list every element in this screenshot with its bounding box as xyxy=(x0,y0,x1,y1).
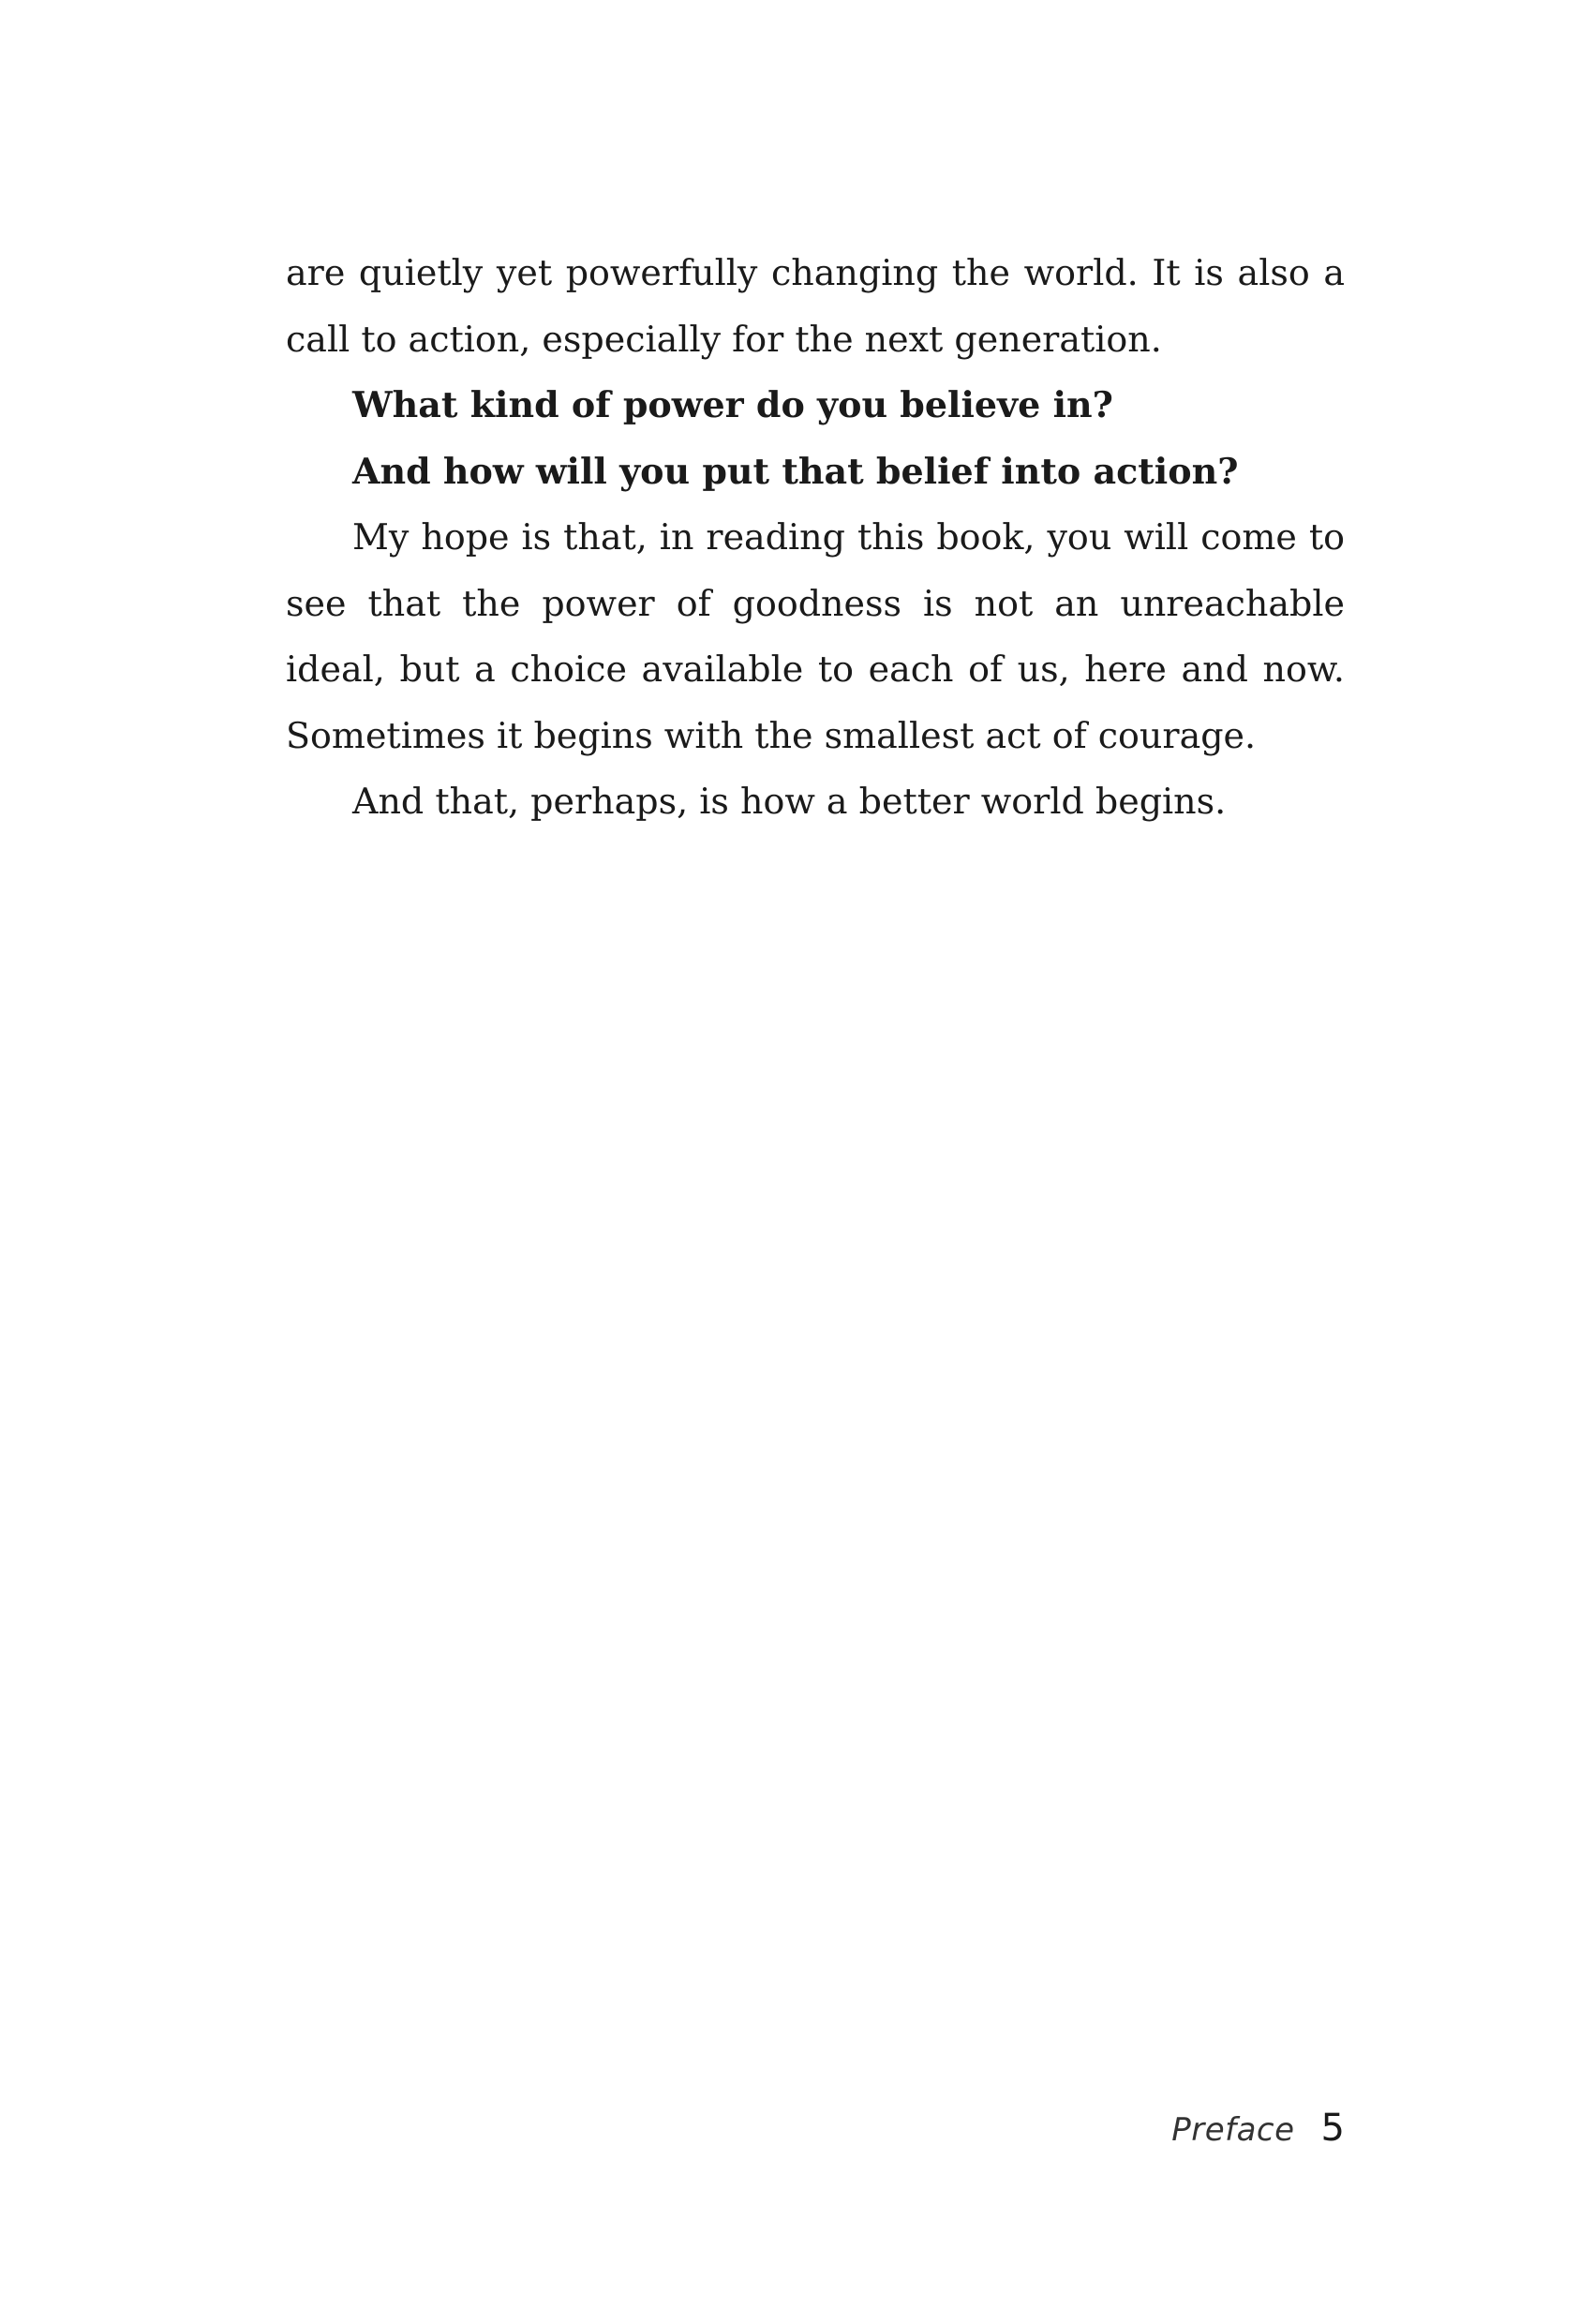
paragraph-hope: My hope is that, in reading this book, you will come to see that the power of goodness is not an unreachable ideal, but a choice available to each of us, here and now. Sometimes it begins with the smallest act of courage. xyxy=(286,516,1345,756)
paragraph-continuation: are quietly yet powerfully changing the world. It is also a call to action, especially for the next generation. xyxy=(286,252,1345,360)
question-power-belief: What kind of power do you believe in? xyxy=(352,383,1113,425)
page-footer xyxy=(1171,2107,1345,2150)
question-belief-action: And how will you put that belief into action? xyxy=(352,449,1239,492)
body-text xyxy=(286,240,1345,835)
running-head: Preface xyxy=(1171,2111,1295,2149)
paragraph-closing: And that, perhaps, is how a better world begins. xyxy=(352,781,1227,822)
page-number: 5 xyxy=(1320,2107,1345,2150)
